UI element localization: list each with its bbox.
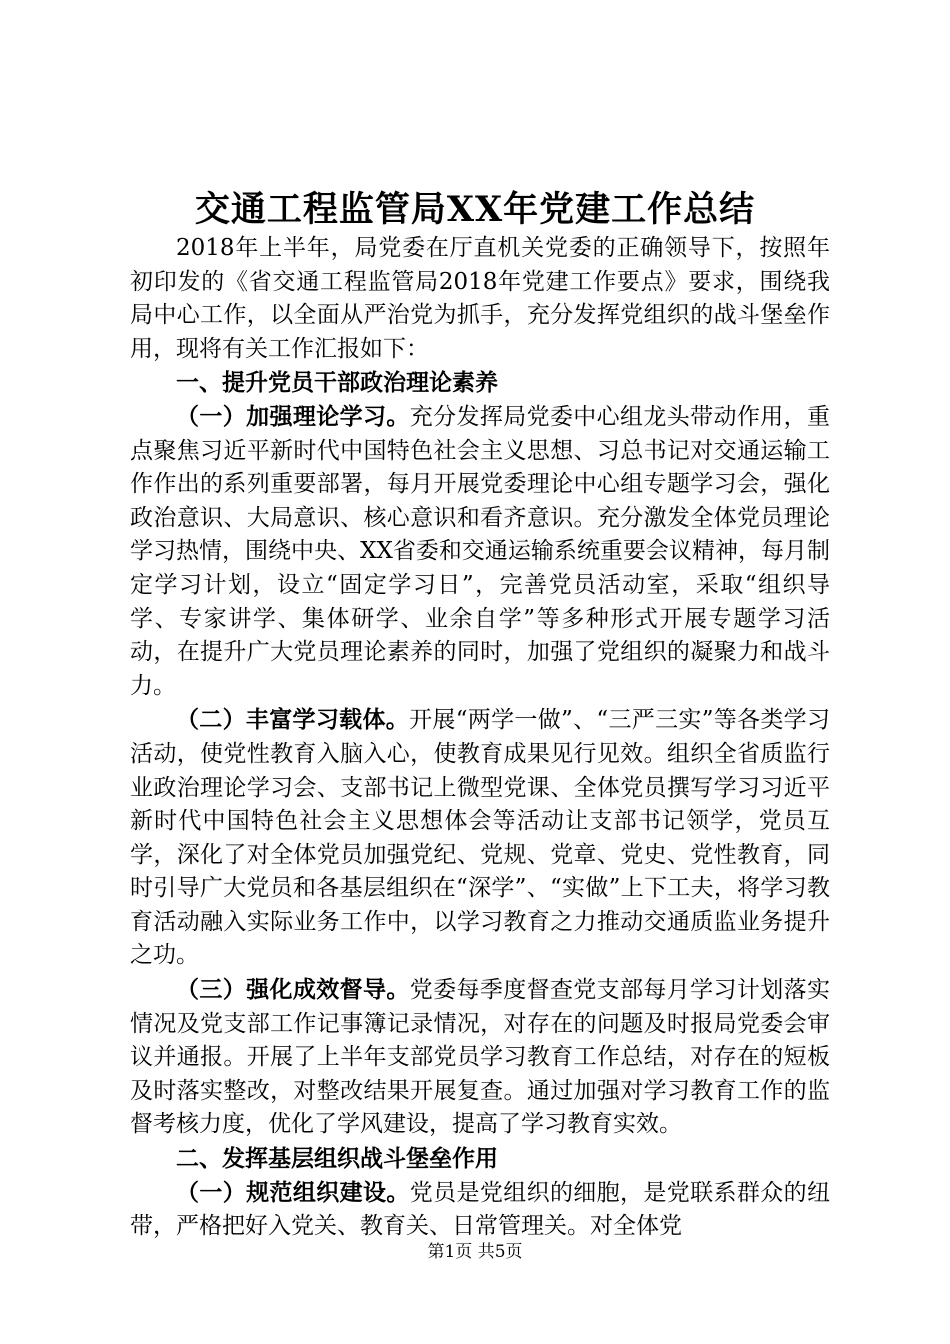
- section-1-paragraph-2: [130, 703, 830, 973]
- section-1-heading: 一、提升党员干部政治理论素养: [176, 369, 498, 397]
- page-footer: 第1页 共5页: [427, 1242, 523, 1262]
- document-body: [130, 232, 830, 1244]
- paragraph-text: 开展“两学一做”、“三严三实”等各类学习活动，使党性教育入脑入心，使教育成果见行见效。组织全省质监行业政治理论学习会、支部书记上微型党课、全体党员撰写学习习近平新时代中国特色社会主义思想体会等活动让支部书记领学，党员互学，深化了对全体党员加强党纪、党规、党章、党史、党性教育，同时引导广大党员和各基层组织在“深学”、“实做”上下工夫，将学习教育活动融入实际业务工作中，以学习教育之力推动交通质监业务提升之功。: [130, 707, 830, 969]
- paragraph-lead: （二）丰富学习载体。: [176, 706, 410, 734]
- section-2-paragraph-1: [130, 1176, 830, 1244]
- section-1-paragraph-1: [130, 400, 830, 703]
- paragraph-text: 党委每季度督查党支部每月学习计划落实情况及党支部工作记事簿记录情况，对存在的问题及时报局党委会审议并通报。开展了上半年支部党员学习教育工作总结，对存在的短板及时落实整改，对整改结果开展复查。通过加强对学习教育工作的监督考核力度，优化了学风建设，提高了学习教育实效。: [130, 977, 831, 1138]
- document-title: 交通工程监管局XX年党建工作总结: [194, 189, 756, 230]
- section-2-heading: 二、发挥基层组织战斗堡垒作用: [176, 1145, 498, 1173]
- paragraph-text: 党员是党组织的细胞，是党联系群众的纽带，严格把好入党关、教育关、日常管理关。对全体党: [130, 1179, 831, 1240]
- paragraph-text: 充分发挥局党委中心组龙头带动作用，重点聚焦习近平新时代中国特色社会主义思想、习总书记对交通运输工作作出的系列重要部署，每月开展党委理论中心组专题学习会，强化政治意识、大局意识、核心意识和看齐意识。充分激发全体党员理论学习热情，围绕中央、XX省委和交通运输系统重要会议精神，每月制定学习计划，设立“固定学习日”，完善党员活动室，采取“组织导学、专家讲学、集体研学、业余自学”等多种形式开展专题学习活动，在提升广大党员理论素养的同时，加强了党组织的凝聚力和战斗力。: [130, 403, 831, 699]
- section-1-paragraph-3: [130, 973, 830, 1142]
- intro-paragraph: 2018年上半年，局党委在厅直机关党委的正确领导下，按照年初印发的《省交通工程监管局2018年党建工作要点》要求，围绕我局中心工作，以全面从严治党为抓手，充分发挥党组织的战斗堡垒作用，现将有关工作汇报如下：: [130, 235, 830, 362]
- paragraph-lead: （一）规范组织建设。: [176, 1178, 410, 1206]
- paragraph-lead: （三）强化成效督导。: [176, 976, 410, 1004]
- paragraph-lead: （一）加强理论学习。: [176, 402, 410, 430]
